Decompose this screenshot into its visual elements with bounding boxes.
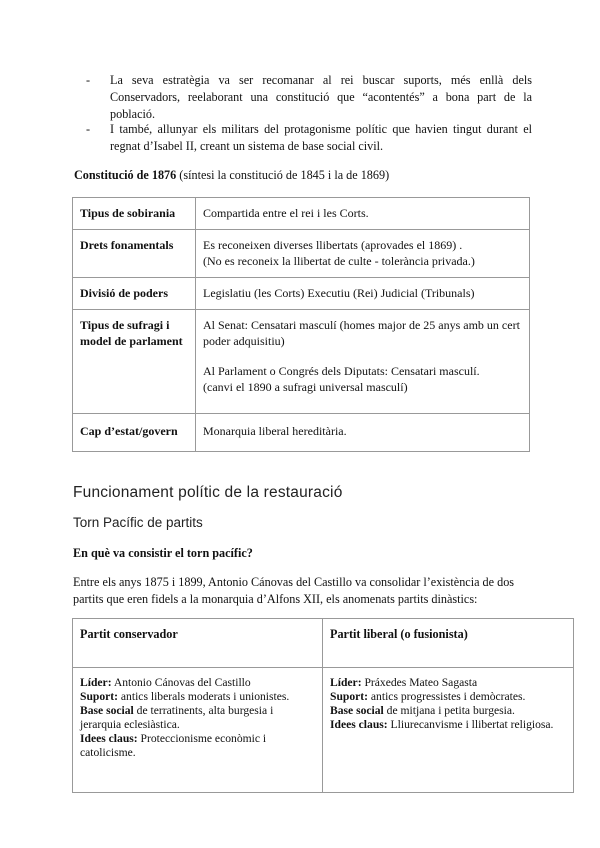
row-line: Es reconeixen diverses llibertats (aprovades el 1869) . [203, 238, 463, 252]
list-item [80, 732, 315, 760]
bullet-text: La seva estratègia va ser recomanar al rei buscar suports, més enllà dels Conservadors, reelaborant una constitució que “acontentés” a bona part de la població. [110, 73, 532, 121]
item-label: Base social [330, 704, 384, 717]
row-key: Cap d’estat/govern [73, 414, 196, 452]
conservador-cell [73, 668, 323, 793]
item-label: Idees claus: [80, 732, 138, 745]
list-item [80, 676, 315, 690]
row-line: Al Senat: Censatari masculí (homes major de 25 anys amb un cert poder adquisitiu) [203, 318, 520, 348]
row-line: Compartida entre el rei i les Corts. [203, 206, 369, 220]
constitucio-heading [74, 168, 389, 183]
subsection-heading: Torn Pacífic de partits [73, 515, 203, 530]
list-item [330, 704, 566, 718]
row-key: Drets fonamentals [73, 230, 196, 278]
table-row [73, 278, 530, 310]
liberal-cell [323, 668, 574, 793]
item-value: Lliurecanvisme i llibertat religiosa. [387, 718, 554, 731]
row-line: Al Parlament o Congrés dels Diputats: Censatari masculí. [203, 364, 480, 378]
bullet-dash: - [86, 73, 91, 87]
constitucio-subtitle: (síntesi la constitució de 1845 i la de 1869) [176, 168, 390, 182]
row-value [196, 230, 530, 278]
constitucio-title: Constitució de 1876 [74, 168, 177, 182]
item-label: Líder: [80, 676, 112, 689]
row-value [196, 310, 530, 414]
row-value [196, 414, 530, 452]
partits-table [72, 618, 574, 793]
bullet-text: I també, allunyar els militars del protagonisme polític que havien tingut durant el regnat d’Isabel II, creant un sistema de base social civil. [110, 122, 532, 153]
row-line: Monarquia liberal hereditària. [203, 424, 347, 438]
header-liberal: Partit liberal (o fusionista) [323, 619, 574, 668]
row-key: Tipus de sobirania [73, 198, 196, 230]
list-item [80, 704, 315, 732]
list-item [80, 690, 315, 704]
row-value [196, 198, 530, 230]
item-value: Práxedes Mateo Sagasta [361, 676, 478, 689]
bullet-dash: - [86, 122, 91, 136]
item-value: de mitjana i petita burgesia. [383, 704, 515, 717]
question-heading: En què va consistir el torn pacífic? [73, 546, 253, 560]
row-line: (canvi el 1890 a sufragi universal masculí) [203, 380, 408, 394]
item-label: Idees claus: [330, 718, 388, 731]
item-label: Suport: [80, 690, 119, 703]
table-row [73, 414, 530, 452]
item-value: antics progressistes i demòcrates. [368, 690, 526, 703]
item-value: Antonio Cánovas del Castillo [111, 676, 251, 689]
bullet-item [86, 72, 532, 123]
table-row [73, 668, 574, 793]
row-line: (No es reconeix la llibertat de culte - tolerància privada.) [203, 254, 475, 268]
section-heading: Funcionament polític de la restauració [73, 484, 343, 501]
list-item [330, 676, 566, 690]
item-value: antics liberals moderats i unionistes. [118, 690, 290, 703]
paragraph: Entre els anys 1875 i 1899, Antonio Cánovas del Castillo va consolidar l’existència de dos partits que eren fidels a la monarquia d’Alfons XII, els anomenats partits dinàstics: [73, 575, 515, 606]
item-label: Base social [80, 704, 134, 717]
constitucio-table [72, 197, 530, 452]
row-value [196, 278, 530, 310]
item-label: Suport: [330, 690, 369, 703]
table-row [73, 310, 530, 414]
header-conservador: Partit conservador [73, 619, 323, 668]
row-key: Divisió de poders [73, 278, 196, 310]
row-key: Tipus de sufragi i model de parlament [73, 310, 196, 414]
row-line: Legislatiu (les Corts) Executiu (Rei) Judicial (Tribunals) [203, 286, 475, 300]
table-header-row [73, 619, 574, 668]
item-value: Proteccionisme econòmic i catolicisme. [80, 732, 267, 759]
list-item [330, 718, 566, 732]
item-value: de terratinents, alta burgesia i jerarquia eclesiàstica. [80, 704, 274, 731]
table-row [73, 230, 530, 278]
item-label: Líder: [330, 676, 362, 689]
list-item [330, 690, 566, 704]
table-row [73, 198, 530, 230]
bullet-item [86, 121, 532, 155]
